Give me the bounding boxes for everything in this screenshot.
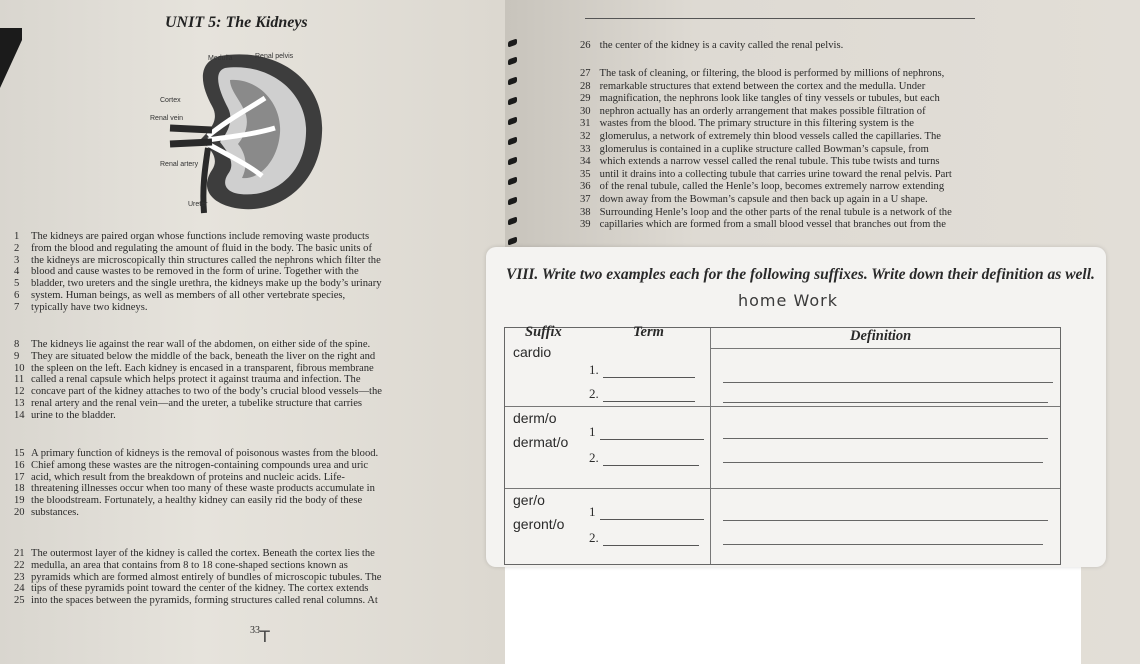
handwritten-note: home Work xyxy=(738,291,838,310)
right-page-paragraph xyxy=(580,68,952,232)
header-rule xyxy=(585,18,975,19)
text-line: 5 bladder, two ureters and the single urethra, the kidneys make up the body’s urinary xyxy=(14,278,382,290)
text-line: 26 the center of the kidney is a cavity called the renal pelvis. xyxy=(580,40,844,51)
term-blank[interactable]: 1 xyxy=(589,424,704,440)
suffix-ger: ger/o xyxy=(513,492,545,508)
paragraph-3 xyxy=(14,448,378,519)
page-number: 33 xyxy=(250,625,260,636)
text-line: 22 medulla, an area that contains from 8 to 18 cone-shaped sections known as xyxy=(14,559,348,571)
definition-blank[interactable] xyxy=(723,544,1043,545)
text-line: 29 magnification, the nephrons look like tangles of tiny vessels or tubules, but each xyxy=(580,93,940,105)
text-line: 6 system. Human beings, as well as members of all other vertebrate species, xyxy=(14,289,346,301)
text-line: 36 of the renal tubule, called the Henle’s loop, becomes extremely narrow extending xyxy=(580,181,945,193)
text-line: 12 concave part of the kidney attaches to two of the body’s crucial blood vessels—the xyxy=(14,386,382,398)
text-line: 14 urine to the bladder. xyxy=(14,409,116,421)
worksheet-title: VIII. Write two examples each for the following suffixes. Write down their definition as well. xyxy=(506,266,1095,283)
term-blank[interactable]: 2. xyxy=(589,386,695,402)
text-line: 1 The kidneys are paired organ whose functions include removing waste products xyxy=(14,231,370,242)
suffix-cardio: cardio xyxy=(513,344,552,360)
text-line: 32 glomerulus, a network of extremely thin blood vessels called the capillaries. The xyxy=(580,130,942,142)
worksheet-card xyxy=(486,247,1106,567)
text-line: 16 Chief among these wastes are the nitrogen-containing compounds urea and uric xyxy=(14,459,369,471)
paragraph-1 xyxy=(14,231,382,314)
right-page-text xyxy=(580,40,843,53)
text-line: 28 remarkable structures that extend between the cortex and the medulla. Under xyxy=(580,80,926,92)
handwritten-mark: T xyxy=(260,627,270,646)
unit-title: UNIT 5: The Kidneys xyxy=(165,14,308,31)
text-line: 13 renal artery and the renal vein—and the ureter, a tubelike structure that carries xyxy=(14,397,363,409)
text-line: 20 substances. xyxy=(14,506,79,518)
text-line: 2 from the blood and regulating the amount of fluid in the body. The basic units of xyxy=(14,242,372,254)
suffix-table xyxy=(504,324,1061,565)
text-line: 38 Surrounding Henle’s loop and the other parts of the renal tubule is a network of the xyxy=(580,206,952,218)
text-line: 37 down away from the Bowman’s capsule and then back up again in a U shape. xyxy=(580,193,928,205)
text-line: 4 blood and cause wastes to be removed in the form of urine. Together with the xyxy=(14,266,359,278)
label-cortex: Cortex xyxy=(160,97,181,104)
text-line: 19 the bloodstream. Fortunately, a healthy kidney can easily rid the body of these xyxy=(14,495,363,507)
text-line: 10 the spleen on the left. Each kidney is encased in a transparent, fibrous membrane xyxy=(14,362,374,374)
text-line: 23 pyramids which are formed almost entirely of bundles of microscopic tubules. The xyxy=(14,571,382,583)
suffix-derm: derm/o xyxy=(513,410,557,426)
definition-blank[interactable] xyxy=(723,462,1043,463)
definition-blank[interactable] xyxy=(723,520,1048,521)
text-line: 24 tips of these pyramids point toward the center of the kidney. The cortex extends xyxy=(14,583,369,595)
header-term: Term xyxy=(633,324,664,340)
text-line: 35 until it drains into a collecting tubule that carries urine toward the renal pelvis. Part xyxy=(580,168,952,180)
label-renal-artery: Renal artery xyxy=(160,161,199,168)
text-line: 34 which extends a narrow vessel called the renal tubule. This tube twists and turns xyxy=(580,156,940,168)
definition-blank[interactable] xyxy=(723,402,1048,403)
definition-blank[interactable] xyxy=(723,382,1053,383)
term-blank[interactable]: 1. xyxy=(589,362,695,378)
text-line: 31 wastes from the blood. The primary structure in this filtering system is the xyxy=(580,118,914,130)
text-line: 33 glomerulus is contained in a cuplike structure called Bowman’s capsule, from xyxy=(580,143,929,155)
label-medulla: Medulla xyxy=(208,55,233,62)
text-line: 8 The kidneys lie against the rear wall of the abdomen, on either side of the spine. xyxy=(14,339,371,350)
suffix-geront: geront/o xyxy=(513,516,565,532)
blank-paper-area xyxy=(505,565,1081,664)
text-line: 11 called a renal capsule which helps protect it against trauma and infection. The xyxy=(14,374,361,386)
header-suffix: Suffix xyxy=(525,324,562,340)
text-line: 15 A primary function of kidneys is the removal of poisonous wastes from the blood. xyxy=(14,448,379,459)
term-blank[interactable]: 2. xyxy=(589,530,699,546)
text-line: 18 threatening illnesses occur when too many of these waste products accumulate in xyxy=(14,483,375,495)
label-renal-vein: Renal vein xyxy=(150,115,184,122)
text-line: 30 nephron actually has an orderly arrangement that makes possible filtration of xyxy=(580,105,926,117)
text-line: 9 They are situated below the middle of the back, beneath the liver on the right and xyxy=(14,350,376,362)
label-ureter: Ureter xyxy=(188,201,208,208)
term-blank[interactable]: 2. xyxy=(589,450,699,466)
paragraph-2 xyxy=(14,339,382,422)
text-line: 25 into the spaces between the pyramids, forming structures called renal columns. At xyxy=(14,595,378,607)
label-renal-pelvis: Renal pelvis xyxy=(255,53,294,60)
text-line: 3 the kidneys are microscopically thin structures called the nephrons which filter the xyxy=(14,254,381,266)
term-blank[interactable]: 1 xyxy=(589,504,704,520)
paragraph-4 xyxy=(14,548,381,607)
text-line: 21 The outermost layer of the kidney is called the cortex. Beneath the cortex lies the xyxy=(14,548,375,559)
text-line: 7 typically have two kidneys. xyxy=(14,301,148,313)
text-line: 27 The task of cleaning, or filtering, the blood is performed by millions of nephrons, xyxy=(580,68,945,79)
header-definition: Definition xyxy=(850,328,912,344)
kidney-diagram xyxy=(150,48,330,218)
definition-blank[interactable] xyxy=(723,438,1048,439)
text-line: 17 acid, which result from the breakdown of proteins and nucleic acids. Life- xyxy=(14,471,345,483)
suffix-dermat: dermat/o xyxy=(513,434,569,450)
text-line: 39 capillaries which are formed from a small blood vessel that branches out from the xyxy=(580,219,946,231)
